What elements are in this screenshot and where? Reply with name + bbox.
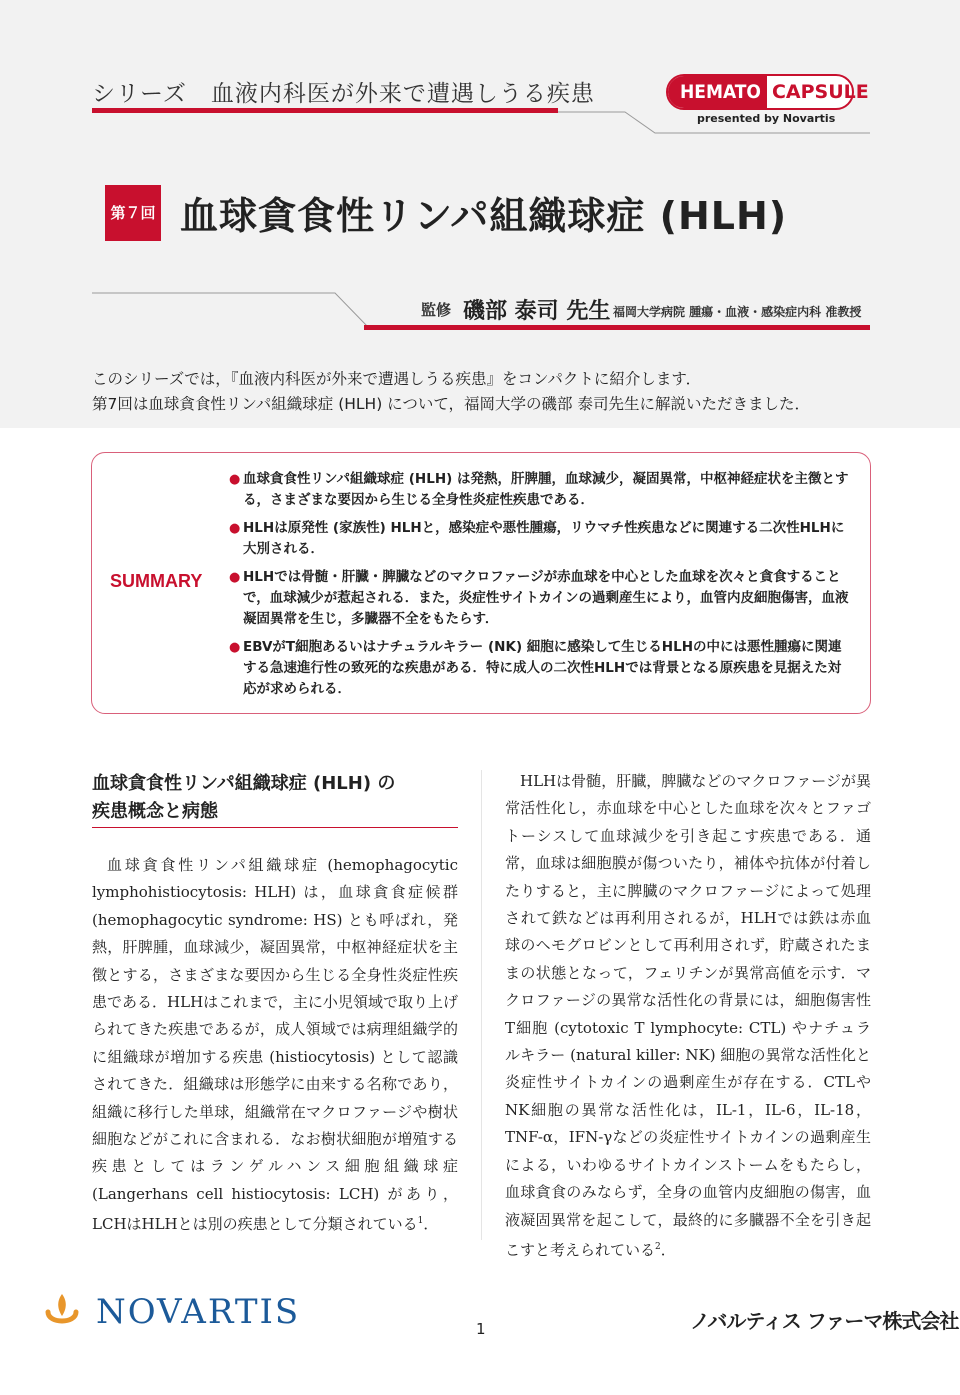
supervisor-label: 監修 [421, 301, 452, 319]
flame-core [58, 1294, 66, 1316]
logo-left-text: HEMATO [668, 76, 767, 108]
summary-item-text: HLHは原発性 (家族性) HLHと，感染症や悪性腫瘍，リウマチ性疾患などに関連する二次性HLHに大別される． [243, 520, 845, 557]
summary-item [229, 469, 854, 511]
series-title: シリーズ 血液内科医が外来で遭遇しうる疾患 [92, 81, 595, 107]
section-heading-rule [92, 827, 458, 828]
series-underline [92, 108, 558, 113]
novartis-logo-text: NOVARTIS [96, 1292, 301, 1332]
author-name: 磯部 泰司 先生 [463, 299, 611, 324]
page-number: 1 [476, 1320, 486, 1338]
body-left-end: ． [423, 1215, 439, 1234]
bullet-icon: ● [229, 640, 241, 655]
body-left-text: 血球貪食性リンパ組織球症 (hemophagocytic lymphohistiocytosis: HLH) は，血球貪食症候群 (hemophagocytic syndrome: HS) とも呼ばれ，発熱，肝脾腫，血球減少，凝固異常，中枢神経症状を主徴とする，さまざまな要因から生じる全身性炎症性疾患である．HLHはこれまで，主に小児領域で取り上げられてきた疾患であるが，成人領域では病理組織学的に組織球が増加する疾患 (histiocytosis) として認識されてきた．組織球は形態学に由来する名称であり，組織に移行した単球，組織常在マクロファージや樹状細胞などがこれに含まれる．なお樹状細胞が増殖する疾患としてはランゲルハンス細胞組織球症 (Langerhans cell histiocytosis: LCH) があり，LCHはHLHとは別の疾患として分類されている [92, 856, 458, 1234]
novartis-flame-icon [44, 1290, 80, 1330]
body-right-text: HLHは骨髄，肝臓，脾臓などのマクロファージが異常活性化し，赤血球を中心とした血球を次々とファゴトーシスして血球減少を引き起こす疾患である．通常，血球は細胞膜が傷ついたり，補体や抗体が付着したりすると，主に脾臓のマクロファージによって処理されて鉄などは再利用されるが，HLHでは鉄は赤血球のヘモグロビンとして再利用されず，貯蔵されたままの状態となって，フェリチンが異常高値を示す．マクロファージの異常な活性化の背景には，細胞傷害性T細胞 (cytotoxic T lymphocyte: CTL) やナチュラルキラー (natural killer: NK) 細胞の異常な活性化と炎症性サイトカインの過剰産生が存在する．CTLやNK細胞の異常な活性化は，IL-1，IL-6，IL-18，TNF-α，IFN-γなどの炎症性サイトカインの過剰産生による，いわゆるサイトカインストームをもたらし，血球貪食のみならず，全身の血管内皮細胞の傷害，血液凝固異常を起こして，最終的に多臓器不全を引き起こすと考えられている [505, 772, 871, 1259]
hemato-capsule-logo [666, 74, 869, 110]
author-underline [364, 325, 870, 330]
author-affiliation: 福岡大学病院 腫瘍・血液・感染症内科 准教授 [613, 305, 862, 319]
section-heading-line-2: 疾患概念と病態 [92, 801, 218, 822]
footer-company-name: ノバルティス ファーマ株式会社 [690, 1309, 959, 1333]
page-title: 血球貪食性リンパ組織球症 (HLH) [180, 194, 788, 238]
reference-superscript: 1 [417, 1216, 424, 1227]
body-paragraph [92, 852, 458, 1239]
author-rule-line [92, 293, 368, 327]
body-column-left [92, 852, 458, 1239]
issue-number-badge: 第７回 [105, 185, 161, 241]
summary-item-text: EBVがT細胞あるいはナチュラルキラー (NK) 細胞に感染して生じるHLHの中には悪性腫瘍に関連する急速進行性の致死的な疾患がある．特に成人の二次性HLHでは背景となる原疾患を見据えた対応が求められる． [243, 639, 842, 697]
summary-label: SUMMARY [110, 571, 203, 591]
section-heading-line-1: 血球貪食性リンパ組織球症 (HLH) の [92, 773, 396, 794]
column-divider [481, 770, 482, 1240]
summary-item [229, 637, 854, 700]
summary-item [229, 567, 854, 630]
summary-item-text: 血球貪食性リンパ組織球症 (HLH) は発熱，肝脾腫，血球減少，凝固異常，中枢神経症状を主徴とする，さまざまな要因から生じる全身性炎症性疾患である． [243, 471, 849, 508]
section-heading [92, 770, 458, 826]
intro-line-2: 第7回は血球貪食性リンパ組織球症 (HLH) について，福岡大学の磯部 泰司先生に解説いただきました． [92, 395, 810, 413]
logo-subtitle: presented by Novartis [697, 112, 836, 125]
summary-list [229, 469, 854, 707]
logo-right-text: CAPSULE [771, 81, 869, 103]
reference-superscript: 2 [655, 1241, 661, 1252]
summary-item [229, 518, 854, 560]
body-paragraph [505, 768, 871, 1264]
bullet-icon: ● [229, 570, 241, 585]
intro-line-1: このシリーズでは，『血液内科医が外来で遭遇しうる疾患』をコンパクトに紹介します． [92, 370, 702, 388]
body-right-end: ． [660, 1240, 676, 1259]
bullet-icon: ● [229, 521, 241, 536]
summary-item-text: HLHでは骨髄・肝臓・脾臓などのマクロファージが赤血球を中心とした血球を次々と貪食することで，血球減少が惹起される．また，炎症性サイトカインの過剰産生により，血管内皮細胞傷害，血液凝固異常を生じ，多臓器不全をもたらす． [243, 569, 849, 627]
intro-text [92, 367, 810, 417]
summary-box [91, 452, 871, 714]
bullet-icon: ● [229, 472, 241, 487]
body-column-right [505, 768, 871, 1264]
